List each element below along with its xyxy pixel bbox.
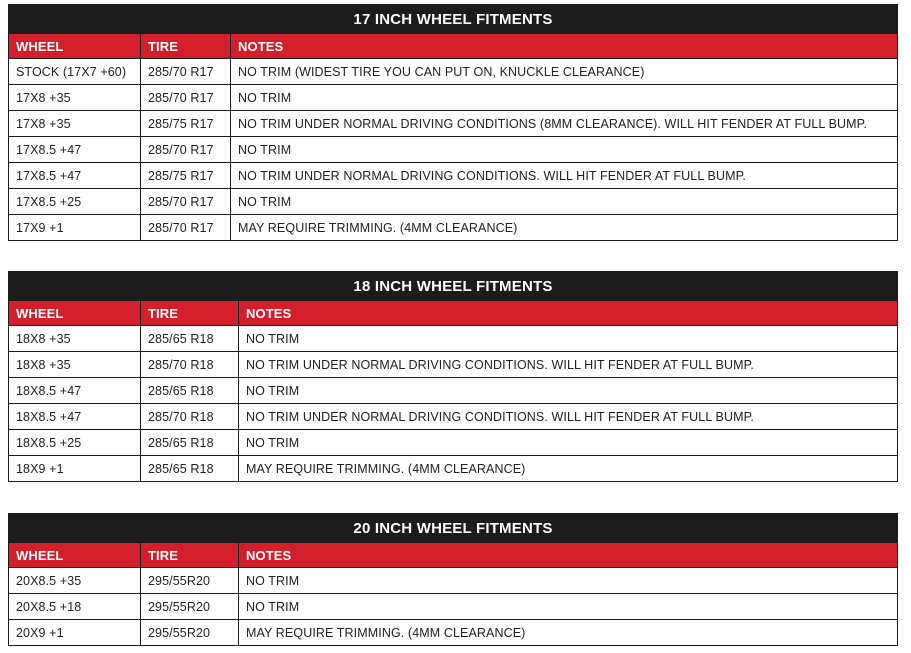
notes-cell: NO TRIM UNDER NORMAL DRIVING CONDITIONS. WILL HIT FENDER AT FULL BUMP. [246, 409, 754, 424]
table-title: 18 INCH WHEEL FITMENTS [9, 272, 897, 301]
notes-cell: NO TRIM [246, 383, 300, 398]
notes-cell: MAY REQUIRE TRIMMING. (4MM CLEARANCE) [246, 461, 526, 476]
wheel-cell: 17X8 +35 [9, 111, 141, 136]
wheel-cell: 17X8.5 +47 [9, 137, 141, 162]
wheel-cell: 18X8.5 +47 [9, 378, 141, 403]
table-header-row [9, 301, 897, 325]
table-row [9, 325, 897, 351]
notes-cell: NO TRIM [238, 194, 292, 209]
column-header-wheel: WHEEL [9, 301, 141, 325]
wheel-cell: 18X8.5 +25 [9, 430, 141, 455]
table-row [9, 58, 897, 84]
notes-cell: NO TRIM [238, 142, 292, 157]
tire-cell: 285/65 R18 [141, 378, 239, 403]
table-row [9, 377, 897, 403]
table-row [9, 162, 897, 188]
wheel-cell: STOCK (17X7 +60) [9, 59, 141, 84]
table-row [9, 214, 897, 240]
table-row [9, 593, 897, 619]
notes-cell: NO TRIM [246, 573, 300, 588]
table-row [9, 84, 897, 110]
notes-cell: MAY REQUIRE TRIMMING. (4MM CLEARANCE) [238, 220, 518, 235]
table-row [9, 188, 897, 214]
tire-cell: 285/75 R17 [141, 163, 231, 188]
wheel-cell: 20X8.5 +35 [9, 568, 141, 593]
notes-cell: NO TRIM UNDER NORMAL DRIVING CONDITIONS. WILL HIT FENDER AT FULL BUMP. [246, 357, 754, 372]
wheel-cell: 20X9 +1 [9, 620, 141, 645]
fitment-table-18 [8, 271, 898, 482]
wheel-cell: 20X8.5 +18 [9, 594, 141, 619]
notes-cell: NO TRIM [246, 331, 300, 346]
table-header-row [9, 34, 897, 58]
tire-cell: 285/70 R17 [141, 59, 231, 84]
tire-cell: 285/70 R18 [141, 352, 239, 377]
table-row [9, 429, 897, 455]
wheel-cell: 18X8 +35 [9, 352, 141, 377]
fitment-table-20 [8, 513, 898, 646]
column-header-tire: TIRE [141, 543, 239, 567]
table-row [9, 351, 897, 377]
notes-cell: NO TRIM [238, 90, 292, 105]
wheel-cell: 18X9 +1 [9, 456, 141, 481]
notes-cell: NO TRIM (WIDEST TIRE YOU CAN PUT ON, KNUCKLE CLEARANCE) [238, 64, 645, 79]
wheel-cell: 18X8 +35 [9, 326, 141, 351]
notes-cell: NO TRIM UNDER NORMAL DRIVING CONDITIONS. WILL HIT FENDER AT FULL BUMP. [238, 168, 746, 183]
tire-cell: 285/75 R17 [141, 111, 231, 136]
table-header-row [9, 543, 897, 567]
column-header-notes: NOTES [246, 305, 292, 321]
tire-cell: 285/65 R18 [141, 456, 239, 481]
tire-cell: 295/55R20 [141, 568, 239, 593]
tire-cell: 285/70 R17 [141, 189, 231, 214]
tire-cell: 285/70 R18 [141, 404, 239, 429]
wheel-cell: 17X8.5 +25 [9, 189, 141, 214]
tire-cell: 285/70 R17 [141, 215, 231, 240]
table-row [9, 136, 897, 162]
tire-cell: 285/70 R17 [141, 137, 231, 162]
column-header-wheel: WHEEL [9, 543, 141, 567]
wheel-cell: 17X9 +1 [9, 215, 141, 240]
wheel-cell: 17X8 +35 [9, 85, 141, 110]
table-row [9, 619, 897, 645]
column-header-wheel: WHEEL [9, 34, 141, 58]
table-row [9, 110, 897, 136]
tire-cell: 285/65 R18 [141, 430, 239, 455]
column-header-tire: TIRE [141, 34, 231, 58]
table-title: 20 INCH WHEEL FITMENTS [9, 514, 897, 543]
fitment-table-17 [8, 4, 898, 241]
tire-cell: 295/55R20 [141, 594, 239, 619]
tire-cell: 285/70 R17 [141, 85, 231, 110]
column-header-tire: TIRE [141, 301, 239, 325]
table-row [9, 567, 897, 593]
notes-cell: NO TRIM UNDER NORMAL DRIVING CONDITIONS (8MM CLEARANCE). WILL HIT FENDER AT FULL BUMP. [238, 116, 868, 131]
tire-cell: 295/55R20 [141, 620, 239, 645]
wheel-cell: 17X8.5 +47 [9, 163, 141, 188]
table-row [9, 455, 897, 481]
notes-cell: NO TRIM [246, 599, 300, 614]
tire-cell: 285/65 R18 [141, 326, 239, 351]
notes-cell: MAY REQUIRE TRIMMING. (4MM CLEARANCE) [246, 625, 526, 640]
notes-cell: NO TRIM [246, 435, 300, 450]
column-header-notes: NOTES [246, 547, 292, 563]
table-title: 17 INCH WHEEL FITMENTS [9, 5, 897, 34]
table-row [9, 403, 897, 429]
wheel-cell: 18X8.5 +47 [9, 404, 141, 429]
column-header-notes: NOTES [238, 38, 284, 54]
